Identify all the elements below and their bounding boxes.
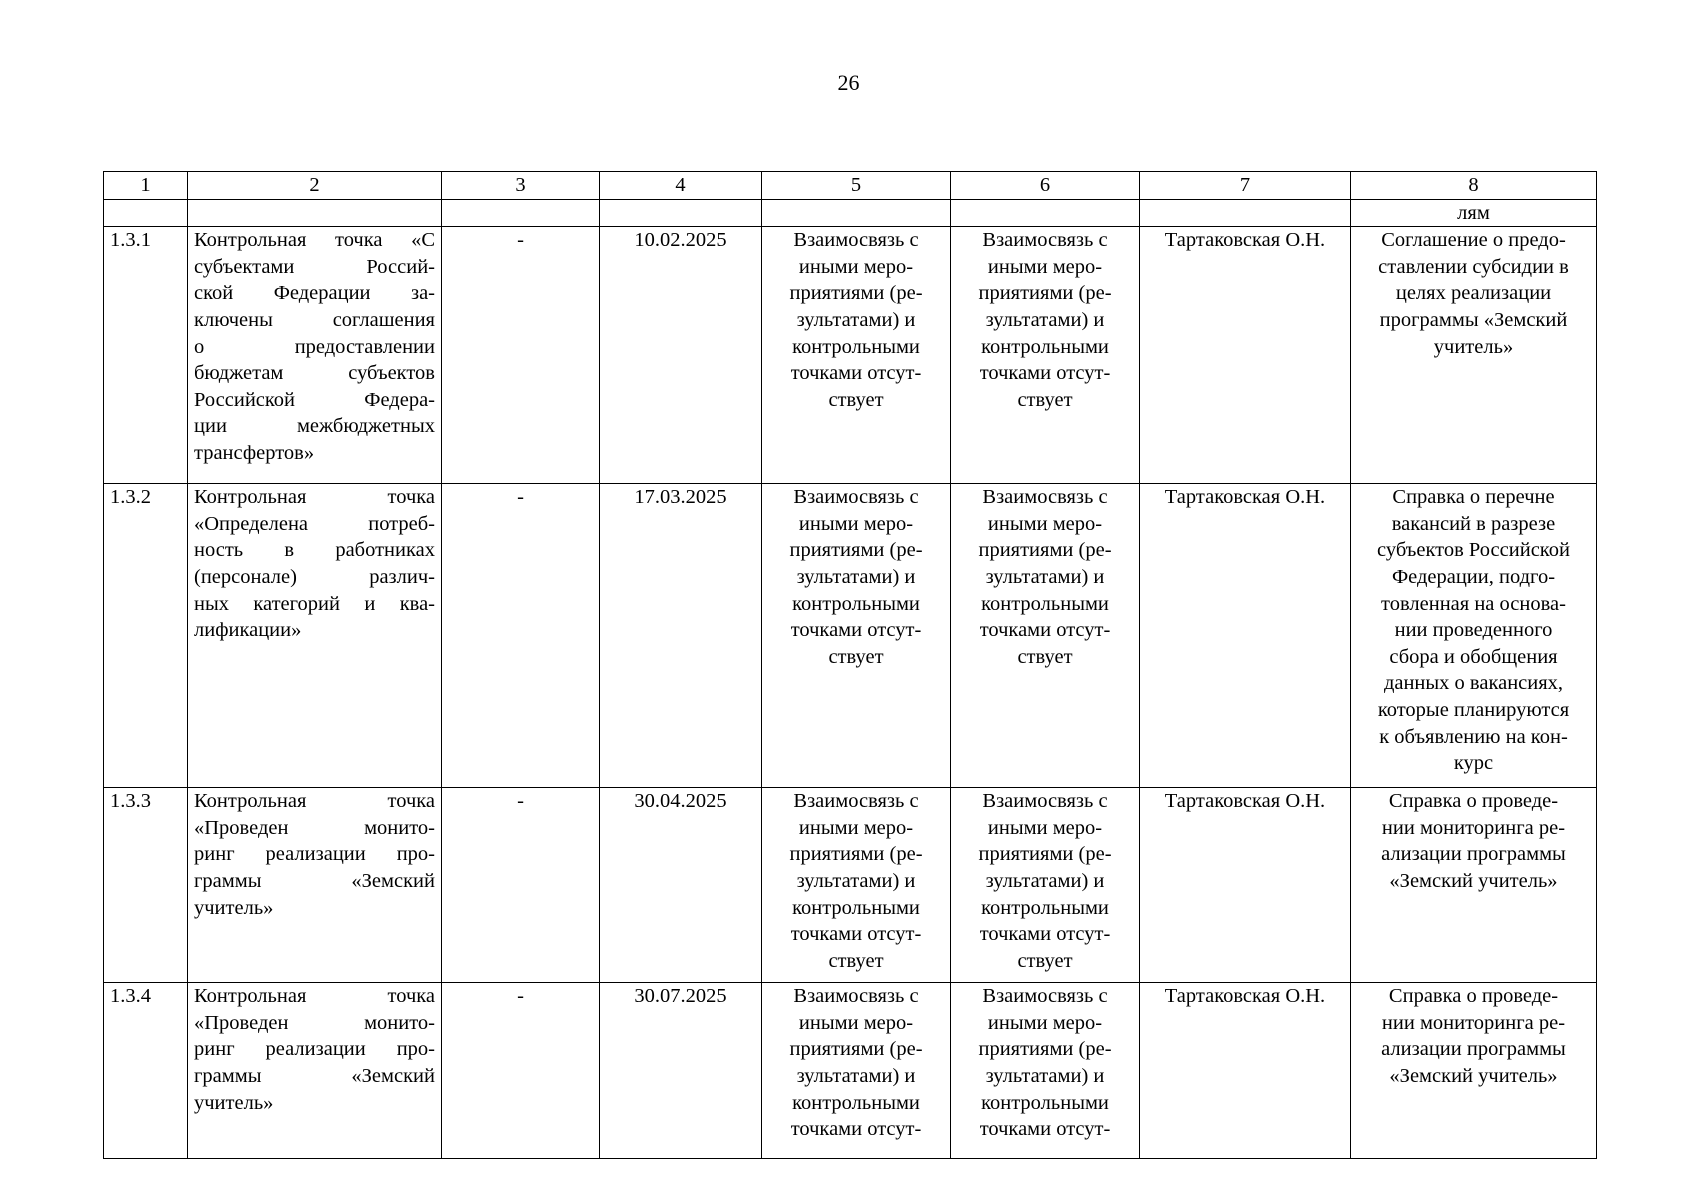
header-col-4: 4 xyxy=(600,172,762,200)
cell-line: курс xyxy=(1453,752,1494,775)
cell-line: приятиями (ре- xyxy=(978,539,1112,562)
cell-line: зультатами) и xyxy=(796,565,916,588)
cell-line: ных категорий и ква- xyxy=(194,592,435,615)
header-col-8: 8 xyxy=(1351,172,1597,200)
cell-line: зультатами) и xyxy=(796,869,916,892)
cell-line: точками отсут- xyxy=(979,619,1111,642)
responsible-person: Тартаковская О.Н. xyxy=(1140,227,1351,484)
cell-line: ность в работниках xyxy=(194,539,435,562)
predecessors xyxy=(762,227,951,484)
row-number: 1.3.3 xyxy=(104,788,188,983)
cell-line: приятиями (ре- xyxy=(789,1038,923,1061)
row-number: 1.3.2 xyxy=(104,484,188,788)
cell-line: Взаимосвязь с xyxy=(793,486,919,509)
continuation-cell xyxy=(600,199,762,227)
cell-line: точками отсут- xyxy=(790,619,922,642)
table-body xyxy=(104,227,1597,1159)
cell-line: «Определена потреб- xyxy=(194,512,435,535)
row-number: 1.3.4 xyxy=(104,983,188,1159)
continuation-cell xyxy=(188,199,442,227)
control-point-name xyxy=(188,788,442,983)
continuation-cell xyxy=(1140,199,1351,227)
cell-line: контрольными xyxy=(981,592,1109,615)
header-col-1: 1 xyxy=(104,172,188,200)
cell-line: трансфертов» xyxy=(194,441,315,464)
cell-line: ствует xyxy=(828,388,884,411)
cell-line: Взаимосвязь с xyxy=(982,486,1108,509)
cell-line: граммы «Земский xyxy=(194,1064,435,1087)
cell-line: ствует xyxy=(828,949,884,972)
continuation-cell xyxy=(951,199,1140,227)
cell-line: ствует xyxy=(828,645,884,668)
cell-line: ринг реализации про- xyxy=(194,1038,435,1061)
cell-line: Взаимосвязь с xyxy=(982,229,1108,252)
page-number: 26 xyxy=(837,70,860,95)
cell-line: зультатами) и xyxy=(985,869,1105,892)
continuation-row xyxy=(104,199,1597,227)
cell-line: контрольными xyxy=(981,896,1109,919)
continuation-text: лям xyxy=(1351,199,1597,227)
cell-line: о предоставлении xyxy=(194,335,435,358)
cell-line: ализации программы xyxy=(1381,843,1566,866)
control-point-name xyxy=(188,484,442,788)
cell-line: «Земский учитель» xyxy=(1389,869,1558,892)
cell-line: ринг реализации про- xyxy=(194,843,435,866)
control-points-table xyxy=(103,171,1597,1159)
cell-line: точками отсут- xyxy=(979,1118,1111,1141)
control-point-name xyxy=(188,983,442,1159)
column-3-value: - xyxy=(442,983,600,1159)
cell-line: нии мониторинга ре- xyxy=(1381,816,1566,839)
cell-line: Контрольная точка xyxy=(194,486,435,509)
responsible-person: Тартаковская О.Н. xyxy=(1140,484,1351,788)
table-row xyxy=(104,227,1597,484)
continuation-cell xyxy=(762,199,951,227)
cell-line: сбора и обобщения xyxy=(1389,645,1558,668)
cell-line: субъектами Россий- xyxy=(194,255,435,278)
cell-line: программы «Земский xyxy=(1379,308,1568,331)
cell-line: ключены соглашения xyxy=(194,308,435,331)
cell-line: Российской Федера- xyxy=(194,388,435,411)
due-date: 17.03.2025 xyxy=(600,484,762,788)
cell-line: (персонале) различ- xyxy=(194,565,435,588)
cell-line: приятиями (ре- xyxy=(978,1038,1112,1061)
continuation-cell xyxy=(104,199,188,227)
cell-line: контрольными xyxy=(981,1091,1109,1114)
due-date: 30.07.2025 xyxy=(600,983,762,1159)
cell-line: иными меро- xyxy=(987,255,1103,278)
cell-line: ции межбюджетных xyxy=(194,415,435,438)
cell-line: Взаимосвязь с xyxy=(793,229,919,252)
cell-line: ствует xyxy=(1017,645,1073,668)
cell-line: зультатами) и xyxy=(985,308,1105,331)
row-number: 1.3.1 xyxy=(104,227,188,484)
header-col-3: 3 xyxy=(442,172,600,200)
cell-line: Контрольная точка xyxy=(194,790,435,813)
cell-line: точками отсут- xyxy=(790,1118,922,1141)
cell-line: зультатами) и xyxy=(796,1064,916,1087)
cell-line: данных о вакансиях, xyxy=(1383,672,1564,695)
cell-line: контрольными xyxy=(792,896,920,919)
responsible-person: Тартаковская О.Н. xyxy=(1140,983,1351,1159)
cell-line: граммы «Земский xyxy=(194,869,435,892)
cell-line: которые планируются xyxy=(1377,698,1570,721)
cell-line: иными меро- xyxy=(798,255,914,278)
table-row xyxy=(104,983,1597,1159)
cell-line: точками отсут- xyxy=(790,923,922,946)
cell-line: «Проведен монито- xyxy=(194,816,435,839)
cell-line: приятиями (ре- xyxy=(978,843,1112,866)
responsible-person: Тартаковская О.Н. xyxy=(1140,788,1351,983)
cell-line: ставлении субсидии в xyxy=(1378,255,1569,278)
due-date: 10.02.2025 xyxy=(600,227,762,484)
cell-line: зультатами) и xyxy=(985,565,1105,588)
cell-line: субъектов Российской xyxy=(1377,539,1570,562)
cell-line: иными меро- xyxy=(798,1011,914,1034)
predecessors xyxy=(762,788,951,983)
cell-line: учитель» xyxy=(194,1091,274,1114)
cell-line: учитель» xyxy=(1433,335,1514,358)
cell-line: контрольными xyxy=(792,335,920,358)
cell-line: Взаимосвязь с xyxy=(793,985,919,1008)
cell-line: иными меро- xyxy=(987,816,1103,839)
cell-line: контрольными xyxy=(792,592,920,615)
cell-line: вакансий в разрезе xyxy=(1391,512,1556,535)
cell-line: зультатами) и xyxy=(985,1064,1105,1087)
cell-line: точками отсут- xyxy=(979,923,1111,946)
cell-line: «Земский учитель» xyxy=(1389,1064,1558,1087)
cell-line: Контрольная точка «С xyxy=(194,229,435,252)
successors xyxy=(951,788,1140,983)
table-row xyxy=(104,484,1597,788)
cell-line: иными меро- xyxy=(798,512,914,535)
result-document xyxy=(1351,227,1597,484)
cell-line: Справка о проведе- xyxy=(1388,790,1559,813)
cell-line: «Проведен монито- xyxy=(194,1011,435,1034)
predecessors xyxy=(762,983,951,1159)
cell-line: бюджетам субъектов xyxy=(194,362,435,385)
cell-line: зультатами) и xyxy=(796,308,916,331)
cell-line: ализации программы xyxy=(1381,1038,1566,1061)
result-document xyxy=(1351,983,1597,1159)
cell-line: лификации» xyxy=(194,619,302,642)
header-col-5: 5 xyxy=(762,172,951,200)
header-col-6: 6 xyxy=(951,172,1140,200)
cell-line: учитель» xyxy=(194,896,274,919)
cell-line: Взаимосвязь с xyxy=(793,790,919,813)
cell-line: контрольными xyxy=(981,335,1109,358)
cell-line: Федерации, подго- xyxy=(1391,565,1556,588)
cell-line: товленная на основа- xyxy=(1381,592,1566,615)
cell-line: нии мониторинга ре- xyxy=(1381,1011,1566,1034)
header-row xyxy=(104,172,1597,200)
cell-line: Взаимосвязь с xyxy=(982,985,1108,1008)
cell-line: к объявлению на кон- xyxy=(1379,725,1568,748)
cell-line: иными меро- xyxy=(798,816,914,839)
cell-line: нии проведенного xyxy=(1394,619,1553,642)
cell-line: Справка о проведе- xyxy=(1388,985,1559,1008)
header-col-2: 2 xyxy=(188,172,442,200)
cell-line: приятиями (ре- xyxy=(789,282,923,305)
successors xyxy=(951,983,1140,1159)
predecessors xyxy=(762,484,951,788)
control-point-name xyxy=(188,227,442,484)
result-document xyxy=(1351,484,1597,788)
table-row xyxy=(104,788,1597,983)
cell-line: Соглашение о предо- xyxy=(1381,229,1566,252)
cell-line: приятиями (ре- xyxy=(978,282,1112,305)
cell-line: ской Федерации за- xyxy=(194,282,435,305)
cell-line: контрольными xyxy=(792,1091,920,1114)
cell-line: Контрольная точка xyxy=(194,985,435,1008)
column-3-value: - xyxy=(442,227,600,484)
header-col-7: 7 xyxy=(1140,172,1351,200)
column-3-value: - xyxy=(442,484,600,788)
cell-line: целях реализации xyxy=(1395,282,1552,305)
successors xyxy=(951,227,1140,484)
due-date: 30.04.2025 xyxy=(600,788,762,983)
column-3-value: - xyxy=(442,788,600,983)
cell-line: Справка о перечне xyxy=(1392,486,1555,509)
continuation-cell xyxy=(442,199,600,227)
successors xyxy=(951,484,1140,788)
cell-line: приятиями (ре- xyxy=(789,539,923,562)
cell-line: иными меро- xyxy=(987,1011,1103,1034)
result-document xyxy=(1351,788,1597,983)
cell-line: иными меро- xyxy=(987,512,1103,535)
cell-line: приятиями (ре- xyxy=(789,843,923,866)
cell-line: Взаимосвязь с xyxy=(982,790,1108,813)
cell-line: ствует xyxy=(1017,949,1073,972)
cell-line: точками отсут- xyxy=(979,362,1111,385)
cell-line: точками отсут- xyxy=(790,362,922,385)
cell-line: ствует xyxy=(1017,388,1073,411)
